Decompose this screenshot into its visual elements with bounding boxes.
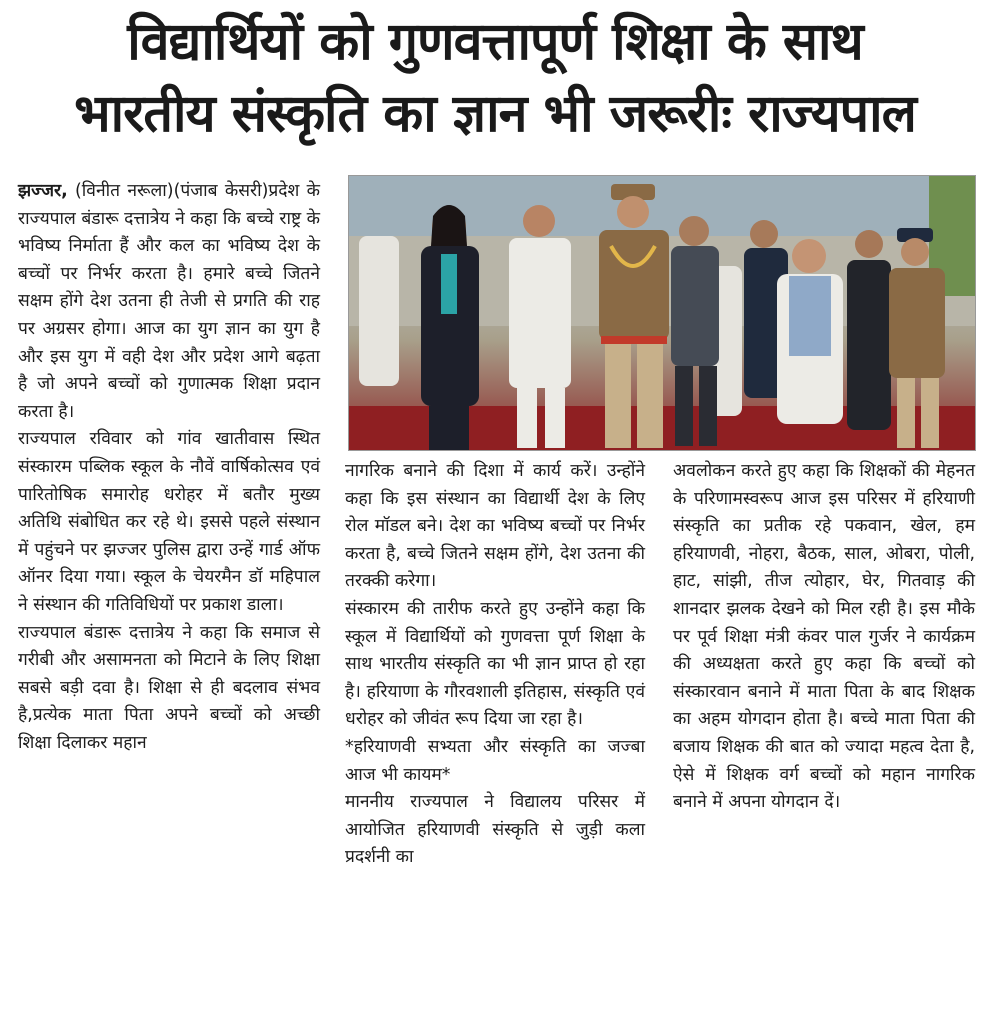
headline-line-1: विद्यार्थियों को गुणवत्तापूर्ण शिक्षा के साथ xyxy=(127,12,863,72)
article-column-1 xyxy=(18,178,320,757)
paragraph: संस्कारम की तारीफ करते हुए उन्होंने कहा कि स्कूल में विद्यार्थियों को गुणवत्ता पूर्ण शिक्षा के साथ भारतीय संस्कृति का भी ज्ञान प्राप्त हो रहा है। हरियाणा के गौरवशाली इतिहास, संस्कृति एवं धरोहर को जीवंत रूप दिया जा रहा है। xyxy=(345,598,645,730)
paragraph: राज्यपाल बंडारू दत्तात्रेय ने कहा कि समाज से गरीबी और असामनता को मिटाने के लिए शिक्षा सबसे बड़ी दवा है। शिक्षा से ही बदलाव संभव है,प्रत्येक माता पिता अपने बच्चों को अच्छी शिक्षा दिलाकर महान xyxy=(18,622,320,753)
paragraph xyxy=(18,178,320,426)
paragraph: राज्यपाल रविवार को गांव खातीवास स्थित संस्कारम पब्लिक स्कूल के नौवें वार्षिकोत्सव एवं पारितोषिक समारोह धरोहर में बतौर मुख्य अतिथि संबोधित कर रहे थे। इससे पहले संस्थान में पहुंचने पर झज्जर पुलिस द्वारा उन्हें गार्ड ऑफ ऑनर दिया गया। स्कूल के चेयरमैन डॉ महिपाल ने संस्थान की गतिविधियों पर प्रकाश डाला। xyxy=(18,429,320,615)
paragraph: नागरिक बनाने की दिशा में कार्य करें। उन्होंने कहा कि इस संस्थान का विद्यार्थी देश के लिए रोल मॉडल बने। देश का भविष्य बच्चों पर निर्भर करता है, बच्चे जितने सक्षम होंगे, देश उतना की तरक्की करेगा। xyxy=(345,461,645,592)
article-column-3 xyxy=(673,458,975,817)
paragraph-text: (विनीत नरूला)(पंजाब केसरी)प्रदेश के राज्यपाल बंडारू दत्तात्रेय ने कहा कि बच्चे राष्ट्र के भविष्य निर्माता हैं और कल का भविष्य देश के बच्चों पर निर्भर करता है। हमारे बच्चे जितने सक्षम होंगे देश उतना ही तेजी से प्रगति की राह पर अग्रसर होगा। आज का युग ज्ञान का युग है और इस युग में वही देश और प्रदेश आगे बढ़ता है जो अपने बच्चों को गुणात्मक शिक्षा प्रदान करता है। xyxy=(18,181,321,422)
photo-illustration xyxy=(349,176,975,450)
headline-line-2: भारतीय संस्कृति का ज्ञान भी जरूरीः राज्यपाल xyxy=(74,84,916,144)
subheading: *हरियाणवी सभ्यता और संस्कृति का जज्बा आज भी कायम* xyxy=(345,736,645,785)
news-photo xyxy=(348,175,976,451)
article-column-2 xyxy=(345,458,645,872)
paragraph: अवलोकन करते हुए कहा कि शिक्षकों की मेहनत के परिणामस्वरूप आज इस परिसर में हरियाणी संस्कृति का प्रतीक रहे पकवान, खेल, हम हरियाणवी, नोहरा, बैठक, साल, ओबरा, पोली, हाट, सांझी, तीज त्योहार, घेर, गितवाड़ की शानदार झलक देखने को मिल रही है। इस मौके पर पूर्व शिक्षा मंत्री कंवर पाल गुर्जर ने कार्यक्रम की अध्यक्षता करते हुए कहा कि बच्चों को संस्कारवान बनाने में माता पिता के बाद शिक्षक का अहम योगदान होता है। बच्चे माता पिता की बजाय शिक्षक की बात को ज्यादा महत्व देता है, ऐसे में शिक्षक वर्ग बच्चों को महान नागरिक बनाने में अपना योगदान दें। xyxy=(673,461,975,813)
dateline: झज्जर, xyxy=(18,181,68,201)
headline xyxy=(10,6,980,150)
paragraph: माननीय राज्यपाल ने विद्यालय परिसर में आयोजित हरियाणवी संस्कृति से जुड़ी कला प्रदर्शनी का xyxy=(345,792,645,868)
